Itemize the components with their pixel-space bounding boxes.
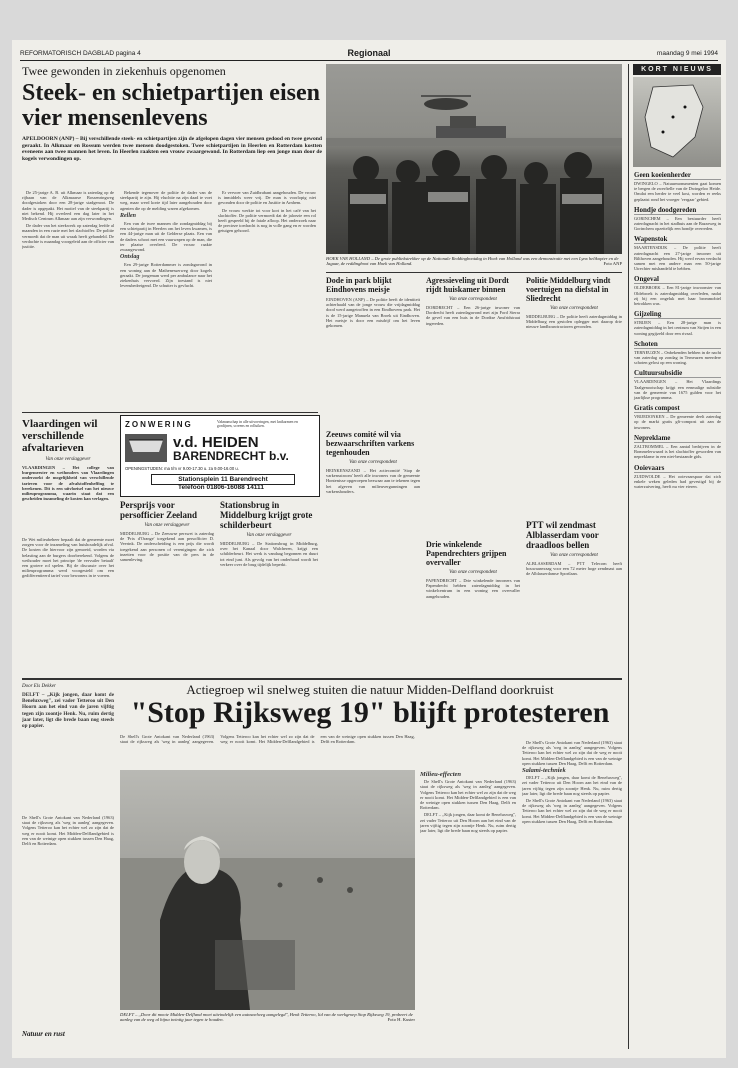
stationsbrug-title: Stationsbrug in Middelburg krijgt grote schilderbeurt <box>220 500 313 530</box>
top-para-3: Bekende tegenover de politie de dader van de steekpartij te zijn. Hij vluchtte na zijn daad te voet weg, maar werd korte tijd later aangehouden door agenten die op de melding waren afgekomen. <box>120 190 212 211</box>
ad-zonwering[interactable] <box>120 415 320 497</box>
stationsbrug-byline: Van onze verslaggever <box>246 533 292 538</box>
rijksweg-subhead-natuur: Natuur en rust <box>22 1030 65 1038</box>
rijksweg-col-5 <box>522 740 622 1040</box>
awning-icon <box>125 434 167 462</box>
sidebar-item <box>634 310 721 336</box>
rijksweg-para: De Shell's Grote Antokant van Nederland (1963) staat de rijksweg als 'weg in aanleg' aangegeven. Volgens Tetteroo kan het echter wel zo zijn dat de weg er nooit komt. Het Midden-Delflandgebied is een van de weinige open stukken tussen Den Haag, Delft en Rotterdam. <box>522 740 622 766</box>
sidebar-item-text: VRIJEDONKEN – De gemeente deelt zaterdag op de markt gratis gft-compost uit aan de inwoners. <box>634 414 721 430</box>
article-politie <box>526 276 622 534</box>
sidebar-item-text: GORINCHEM – Een bestuurder heeft zaterdagnacht in het stadhuis aan de Bazarweg in Gorinchem opzettelijk een hondje overreden. <box>634 215 721 232</box>
rijksweg-lead: DELFT – ,,Kijk jongen, daar komt de Beneluxweg'', zei vader Tetteroo uit Den Hoorn aan het eind van de jaren vijftig tegen zijn zoontje Henk. Nu, ruim dertig jaar later, ligt die brede baan nog steeds op papier. <box>22 692 114 730</box>
top-col-1 <box>22 190 114 400</box>
sidebar-item <box>634 464 721 490</box>
ad-brand-1: v.d. HEIDEN <box>173 434 259 451</box>
article-ptt <box>526 520 622 681</box>
photo-rijksweg <box>120 770 415 1010</box>
sidebar-item-text: ZALTBOMMEL – Een aantal bedrijven in de Bommelerwaard is het slachtoffer geworden van nepreklame in een niet-bestaande gids. <box>634 443 721 460</box>
rijksweg-body: De Shell's Grote Antokant van Nederland (1963) staat de rijksweg als 'weg in aanleg' aangegeven. Volgens Tetteroo kan het echter wel zo zijn dat de weg er nooit komt. Het Midden-Delflandgebied is een van de weinige open stukken tussen Den Haag, Delft en Rotterdam. <box>22 815 114 847</box>
ad-small-text: Vakmanschap in alle uitvoeringen, met knikarmen en gordijnen, screens en rolluiken. <box>217 420 298 429</box>
rijksweg-col-4 <box>420 770 516 1040</box>
sidebar-item <box>634 369 721 400</box>
persprijs-byline: Van onze verslaggever <box>144 523 190 528</box>
top-lead: APELDOORN (ANP) – Bij verschillende steek- en schietpartijen zijn de afgelopen dagen vier mensen gedood en twee gewond geraakt. In Alkmaar en Rossum werden twee mensen doodgestoken. Twee schietpartijen in Heerlen en Rotterdam kostten eveneens aan twee mannen het leven. In Heerlen raakten een vrouw zwaargewond. In Rotterdam liep een jonge man door de kogels verwondingen op. <box>22 136 322 162</box>
newspaper-page <box>12 40 726 1058</box>
photo-reddingboot <box>326 64 622 254</box>
rijksweg-headline: "Stop Rijksweg 19" blijft protesteren <box>130 696 610 729</box>
vlaardingen-byline: Van onze verslaggever <box>45 457 91 462</box>
divider <box>22 412 318 413</box>
sidebar-item-title: Nepreklame <box>634 434 721 443</box>
rijksweg-para: DELFT – ,,Kijk jongen, daar komt de Beneluxweg'', zei vader Tetteroo uit Den Hoorn aan het eind van de jaren vijftig tegen zijn zoontje Henk. Nu, ruim dertig jaar later, ligt die brede baan nog steeds op papier. <box>420 812 516 834</box>
rijksweg-para: De Shell's Grote Antokant van Nederland (1963) staat de rijksweg als 'weg in aanleg' aangegeven. Volgens Tetteroo kan het echter wel zo zijn dat de weg er nooit komt. Het Midden-Delflandgebied is een van de weinige open stukken tussen Den Haag, Delft en Rotterdam. <box>420 779 516 811</box>
sidebar-item-text: TERNEUZEN – Onbekenden hebben in de nacht van zaterdag op zondag in Terneuzen meerdere schoten gelost op een woning. <box>634 349 721 366</box>
sidebar-item-title: Wapenstok <box>634 235 721 244</box>
photo-credit: Foto H. Kuster <box>387 1017 415 1023</box>
rijksweg-byline: Door Els Dekker <box>22 684 56 689</box>
paper-name: REFORMATORISCH DAGBLAD pagina 4 <box>20 50 141 57</box>
sidebar-item-text: OLDEBROEK – Een 81-jarige inwoonster van Oldebroek is zaterdagmiddag overleden, nadat zij bij een ongeluk met haar brommobiel betrokken was. <box>634 285 721 307</box>
caption-text: DELFT – ,,Door dit mooie Midden-Delfland moet uiteindelijk een autosnelweg aangelegd'', Henk Tetteroo, lid van de werkgroep Stop Rijksweg 19, probeert de aanleg van de weg al bijna twintig jaar tegen te houden. <box>120 1012 413 1023</box>
ad-brand-2: BARENDRECHT b.v. <box>173 449 289 463</box>
rijksweg-para: De Shell's Grote Antokant van Nederland (1963) staat de rijksweg als 'weg in aanleg' aangegeven. Volgens Tetteroo kan het echter wel zo zijn dat de weg er nooit komt. Het Midden-Delflandgebied is een van de weinige open stukken tussen Den Haag, Delft en Rotterdam. <box>522 798 622 824</box>
stationsbrug-body: MIDDELBURG – De Stationsbrug in Middelburg, over het Kanaal door Walcheren, krijgt een schilderbeurt. Het werk is vandaag begonnen en duurt tot eind juni. Als gevolg van het onderhoud wordt het verkeer over de brug tijdelijk beperkt. <box>220 541 318 567</box>
ptt-body: ALBLASSERDAM – PTT Telecom heeft bouwaanvraag voor een 72 meter hoge zendmast aan de Alblasserdamse Sportlaan. <box>526 561 622 577</box>
rijksweg-lead-col <box>22 684 114 1038</box>
politie-byline: Van onze correspondent <box>550 306 598 311</box>
divider <box>326 272 622 273</box>
sidebar-item-title: Ooievaars <box>634 464 721 473</box>
sidebar-item-title: Schoten <box>634 340 721 349</box>
sidebar-item <box>634 340 721 366</box>
top-para-2: De dader van het steekwerk op zaterdag leefde al maanden in een ruzie met het slachtoffer. De politie vermoedt dat de man uit wraak heeft gehandeld. De verdachte is maandag voorgeleid aan de officier van justitie. <box>22 223 114 250</box>
sidebar-item-text: STRIJEN – Een 28-jarige man is zaterdagmiddag in het centrum van Strijen in een woning gegijzeld door een rivaal. <box>634 320 721 336</box>
ad-address: Stationsplein 11 Barendrecht <box>151 474 295 485</box>
rijksweg-overline: Actiegroep wil snelweg stuiten die natuur Midden-Delfland doorkruist <box>186 682 554 697</box>
page-header <box>20 48 718 61</box>
top-para-1: De 25-jarige A. B. uit Alkmaar is zaterdag op de rijbaan van de Alkmaarse Bossenringweg doodgestoken door een 28-jarige stadgenoot. De dader is opgepakt. Het motief van de steekpartij is niet bekend. Hij overleed een dag later in het Medisch Centrum Alkmaar aan zijn verwondingen. <box>22 190 114 222</box>
article-zeeuws <box>326 430 420 708</box>
issue-date: maandag 9 mei 1994 <box>656 50 718 57</box>
photo-reddingboot-image <box>326 64 622 254</box>
sidebar-item-text: ZUIDWOLDE – Het ooievaarspaar dat zich enkele weken geleden had gevestigd bij de waterzuivering, heeft nu vier eieren. <box>634 473 721 489</box>
vlaardingen-body: De Wet milieubeheer bepaalt dat de gemeente moet zorgen voor de inzameling van huishoudelijk afval. De kosten die hiervoor zijn gemoeid, worden via belasting aan de burgers doorberekend. Volgens de wethouder moet het principe 'de vervuiler betaalt' een grotere rol spelen. Bij de discussie over het milieuprogramma werd voorgesteld om een gedifferentieerd tarief voor bewoners in te voeren. <box>22 537 114 579</box>
top-para-5: Een 29-jarige Rotterdammer is zondagavond in een woning aan de Mathenesserweg door kogels geraakt. De jongeman werd per ambulance naar het ziekenhuis vervoerd. Zijn toestand is niet levensbedreigend. De schutter is gevlucht. <box>120 262 212 289</box>
papendrecht-body: PAPENDRECHT – Drie winkelende inwoners van Papendrecht hebben zaterdagmiddag in het winkelcentrum in een woning een overvaller aangehouden. <box>426 578 520 599</box>
sidebar-header: KORT NIEUWS <box>633 64 721 75</box>
ptt-byline: Van onze correspondent <box>550 553 598 558</box>
ad-phone: Telefoon 01806-16088 14111 <box>178 484 264 491</box>
agressie-title: Agressieveling uit Dordt rijdt huiskamer binnen <box>426 276 509 294</box>
sidebar-item-title: Hondje doodgereden <box>634 206 721 215</box>
top-subhead-1: Rellen <box>120 212 136 219</box>
photo-rijksweg-image <box>120 770 415 1010</box>
sidebar-item-title: Cultuursubsidie <box>634 369 721 378</box>
article-stationsbrug <box>220 500 318 661</box>
papendrecht-title: Drie winkelende Papendrechters grijpen overvaller <box>426 540 507 567</box>
sidebar-item <box>634 275 721 306</box>
photo-credit: Foto ANP <box>603 261 622 267</box>
rijksweg-para: DELFT – ,,Kijk jongen, daar komt de Beneluxweg'', zei vader Tetteroo uit Den Hoorn aan het eind van de jaren vijftig tegen zijn zoontje Henk. Nu, ruim dertig jaar later, ligt die brede baan nog steeds op papier. <box>522 775 622 796</box>
ptt-title: PTT wil zendmast Alblasserdam voor draadloos bellen <box>526 520 599 550</box>
sidebar-item <box>634 206 721 232</box>
photo-rijksweg-caption <box>120 1012 415 1023</box>
vlaardingen-title: Vlaardingen wil verschillende afvaltarieven <box>22 418 98 454</box>
agressie-byline: Van onze correspondent <box>449 297 497 302</box>
rijksweg-subhead-milieu: Milieu-effecten <box>420 771 462 778</box>
sidebar-item <box>634 434 721 460</box>
top-para-4: Een van de twee mannen die zondagmiddag bij een schietpartij in Heerlen om het leven kwamen, is een 44-jarige man uit de Gelderse plaats. Een van de daders schoot met een vuurwapen op de man, die ter plaatse overleed. De vrouw raakte zwaargewond. <box>120 221 212 253</box>
persprijs-title: Persprijs voor persofficier Zeeland <box>120 500 198 520</box>
sidebar-item-text: DWINGELO – Natuurmonumenten gaat komen te bergen de zwerftelle van de Dwingeloo Heide. Omdat een herder te veel kost, worden er reeks geplaatst rond het vroeger 'vergaar' gebied. <box>634 181 721 202</box>
article-persprijs <box>120 500 214 661</box>
politie-body: MIDDELBURG – De politie heeft zaterdagmiddag in Middelburg een gestolen oplegger met daarop drie nieuwe landbouwtractoren gevonden. <box>526 314 622 330</box>
sidebar-item-title: Geen koeienherder <box>634 171 721 180</box>
sidebar-item <box>634 404 721 430</box>
sidebar-list <box>634 171 721 489</box>
zeeuws-byline: Van onze correspondent <box>349 460 397 465</box>
sidebar-item-title: Gijzeling <box>634 310 721 319</box>
persprijs-body: MIDDELBURG – De Zeeuwse perswet is zaterdag de 'Prix d'Orange' toegekend aan persofficier D. Veerink. De onderscheiding is een prijs die wordt toegekend aan personen of verenigingen die zich inzetten voor de positie van de pers in de samenleving. <box>120 531 214 563</box>
politie-title: Politie Middelburg vindt voertuigen na diefstal in Sliedrecht <box>526 276 611 303</box>
papendrecht-byline: Van onze correspondent <box>449 570 497 575</box>
zeeuws-body: HEINKENSZAND – Het actiecomité 'Stop de varkensstroom' heeft alle inwoners van de gemeente Hontenisse opgeroepen bezwaar aan te tekenen tegen het afgeven van milieuvergunningen aan varkenshouders. <box>326 468 420 494</box>
sidebar-item <box>634 171 721 202</box>
rijksweg-top-text: De Shell's Grote Antokant van Nederland (1963) staat de rijksweg als 'weg in aanleg' aangegeven. Volgens Tetteroo kan het echter wel zo zijn dat de weg er nooit komt. Het Midden-Delflandgebied is een van de weinige open stukken tussen Den Haag, Delft en Rotterdam. <box>120 734 415 745</box>
sidebar-map <box>633 77 721 167</box>
article-vlaardingen <box>22 418 114 677</box>
top-para-7: De vrouw werkte tot voor kort in het café van het slachtoffer. De politie vermoedt dat de jaloezie een rol heeft gespeeld bij de fatale afloop. Het onderzoek naar de precieze toedracht is nog in volle gang en er worden getuigen gehoord. <box>218 207 316 234</box>
top-headline: Steek- en schietpartijen eisen vier mensenlevens <box>22 80 320 131</box>
section-title: Regionaal <box>347 48 391 58</box>
sidebar-item-title: Ongeval <box>634 275 721 284</box>
sidebar-item <box>634 235 721 271</box>
top-overline: Twee gewonden in ziekenhuis opgenomen <box>22 64 226 78</box>
caption-text: HOEK VAN HOLLAND – De grote publiekstrekker op de Nationale Reddingbootdag in Hoek van Holland was een demonstratie met een Lynx helikopter en de Jaguar, de reddingboot van Hoek van Holland. <box>326 256 619 267</box>
dode-title: Dode in park blijkt Eindhovens meisje <box>326 276 392 294</box>
sidebar-item-title: Gratis compost <box>634 404 721 413</box>
top-col-2 <box>120 190 212 405</box>
vlaardingen-lead: VLAARDINGEN – Het college van burgemeester en wethouders van Vlaardingen onderzoekt de mogelijkheid van verschillende tarieven voor de afvalstoffenheffing te berekenen. Dit is een uitvloeisel van het nieuwe milieuprogramma, waarin staat dat een gescheiden inzameling de kosten kan verlagen. <box>22 465 114 502</box>
sidebar <box>628 64 721 1049</box>
ad-label: ZONWERING <box>125 420 193 429</box>
ad-hours: OPENINGSTIJDEN: ma t/m vr 9.00-17.30 u. za 9.00-16.00 u. <box>125 466 239 471</box>
map-icon <box>633 77 721 167</box>
article-dode <box>326 276 420 447</box>
zeeuws-title: Zeeuws comité wil via bezwaarschriften varkens tegenhouden <box>326 430 415 457</box>
dode-body: EINDHOVEN (ANP) – De politie heeft de identiteit achterhaald van de jonge vrouw die vrijdagmiddag dood werd aangetroffen in een Eindhovens park. Het is de 15-jarige Manuela van Broek uit Eindhoven. Het meisje is door een misdrijf om het leven gekomen. <box>326 297 420 329</box>
sidebar-item-text: MAARTENSDIJK – De politie heeft zaterdagnacht een 27-jarige inwoner uit Bilthoven aangehouden. Hij werd ervan verdacht samen met een andere man een 50-jarige Utrechter mishandeld te hebben. <box>634 245 721 272</box>
photo-reddingboot-caption <box>326 256 622 267</box>
agressie-body: DORDRECHT – Een 26-jarige inwoner van Dordrecht heeft zaterdagavond met zijn Ford Sierra de gevel van een huis in de Dordtse Ansfridstraat ingereden. <box>426 305 520 326</box>
article-papendrecht <box>426 540 520 698</box>
top-para-6: Er vervoer van Zuidbrabant aangehouden. De vrouw is inmiddels weer vrij. De man is voorlopig niet gevonden door de politie en Justitie in Arnhem. <box>218 190 316 206</box>
rijksweg-subhead-salami: Salami-techniek <box>522 767 566 775</box>
sidebar-item-text: VLAARDINGEN – Het Vlaardings Taalgenootschap krijgt een eenmalige subsidie van de gemeente van 1675 gulden voor het jaarlijkse programma. <box>634 379 721 401</box>
divider <box>22 678 622 680</box>
article-agressie <box>426 276 520 505</box>
top-subhead-2: Ontslag <box>120 254 140 261</box>
top-col-3 <box>218 190 316 400</box>
